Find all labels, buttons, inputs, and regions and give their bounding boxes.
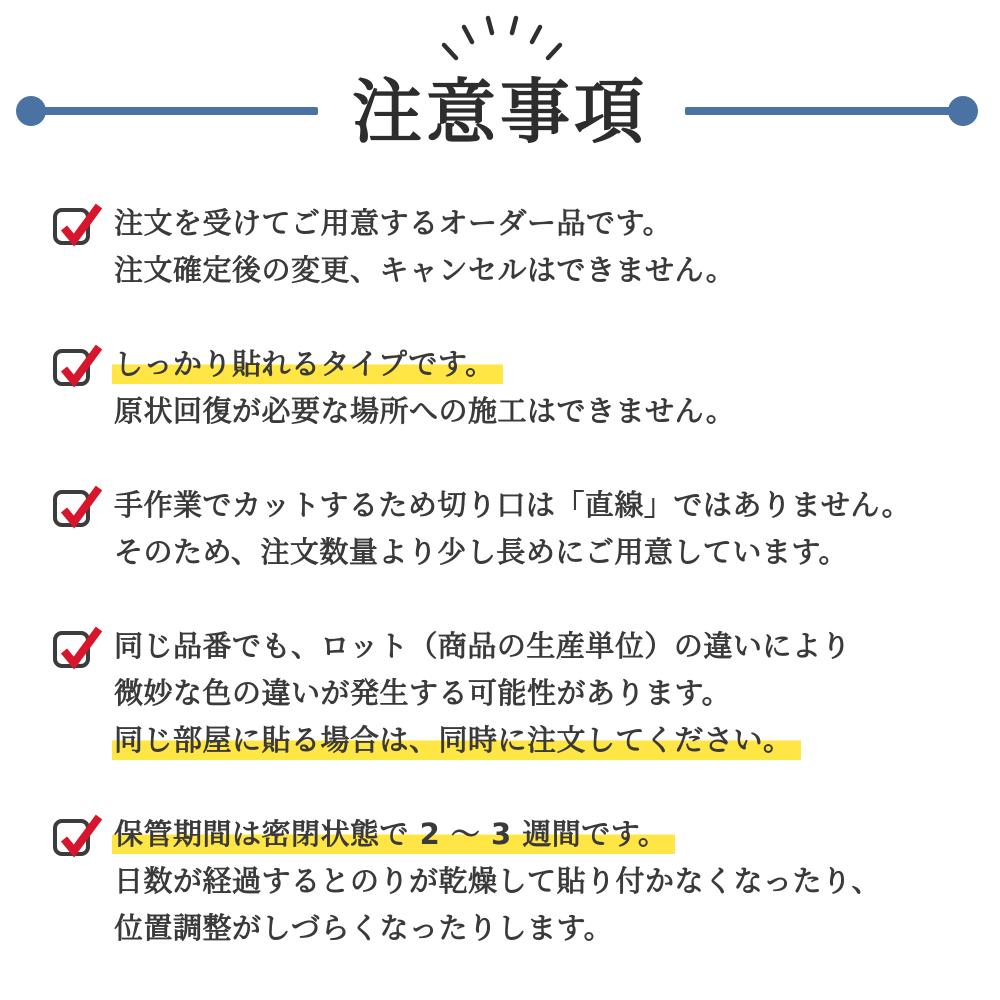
page-title: 注意事項 — [352, 71, 648, 153]
notice-list — [0, 200, 1000, 952]
notice-line: 日数が経過するとのりが乾燥して貼り付かなくなったり、 — [114, 864, 882, 898]
notice-item-handcut — [53, 482, 1000, 576]
notice-line-highlighted: 同じ部屋に貼る場合は、同時に注文してください。 — [112, 723, 801, 760]
notice-item-order — [53, 200, 1000, 294]
notice-item-text — [114, 623, 851, 764]
checked-checkbox-icon — [53, 349, 90, 386]
header — [0, 0, 1000, 200]
notice-line: 注文を受けてご用意するオーダー品です。 — [114, 206, 673, 240]
red-checkmark-icon — [54, 480, 106, 532]
right-divider-line — [685, 107, 952, 115]
notice-item-text — [114, 341, 735, 435]
burst-icon — [432, 12, 572, 72]
notice-item-lot-color — [53, 623, 1000, 764]
notice-item-adhesive — [53, 341, 1000, 435]
notice-item-text — [114, 811, 881, 952]
checked-checkbox-icon — [53, 208, 90, 245]
red-checkmark-icon — [54, 339, 106, 391]
notice-line: 手作業でカットするため切り口は「直線」ではありません。 — [114, 488, 912, 522]
checked-checkbox-icon — [53, 631, 90, 668]
notice-item-text — [114, 482, 911, 576]
red-checkmark-icon — [54, 809, 106, 861]
notice-line: 原状回復が必要な場所への施工はできません。 — [114, 394, 736, 428]
notice-line: 微妙な色の違いが発生する可能性があります。 — [114, 676, 732, 710]
notice-line: 位置調整がしづらくなったりします。 — [114, 911, 614, 945]
red-checkmark-icon — [54, 198, 106, 250]
notice-line-highlighted: 保管期間は密閉状態で 2 〜 3 週間です。 — [112, 817, 675, 854]
notice-line-highlighted: しっかり貼れるタイプです。 — [112, 347, 503, 384]
notice-item-text — [114, 200, 735, 294]
notice-line: そのため、注文数量より少し長めにご用意しています。 — [114, 535, 849, 569]
checked-checkbox-icon — [53, 490, 90, 527]
notice-line: 注文確定後の変更、キャンセルはできません。 — [114, 253, 736, 287]
red-checkmark-icon — [54, 621, 106, 673]
right-divider-dot — [948, 96, 978, 126]
notice-line: 同じ品番でも、ロット（商品の生産単位）の違いにより — [114, 629, 851, 663]
notice-item-storage — [53, 811, 1000, 952]
checked-checkbox-icon — [53, 819, 90, 856]
